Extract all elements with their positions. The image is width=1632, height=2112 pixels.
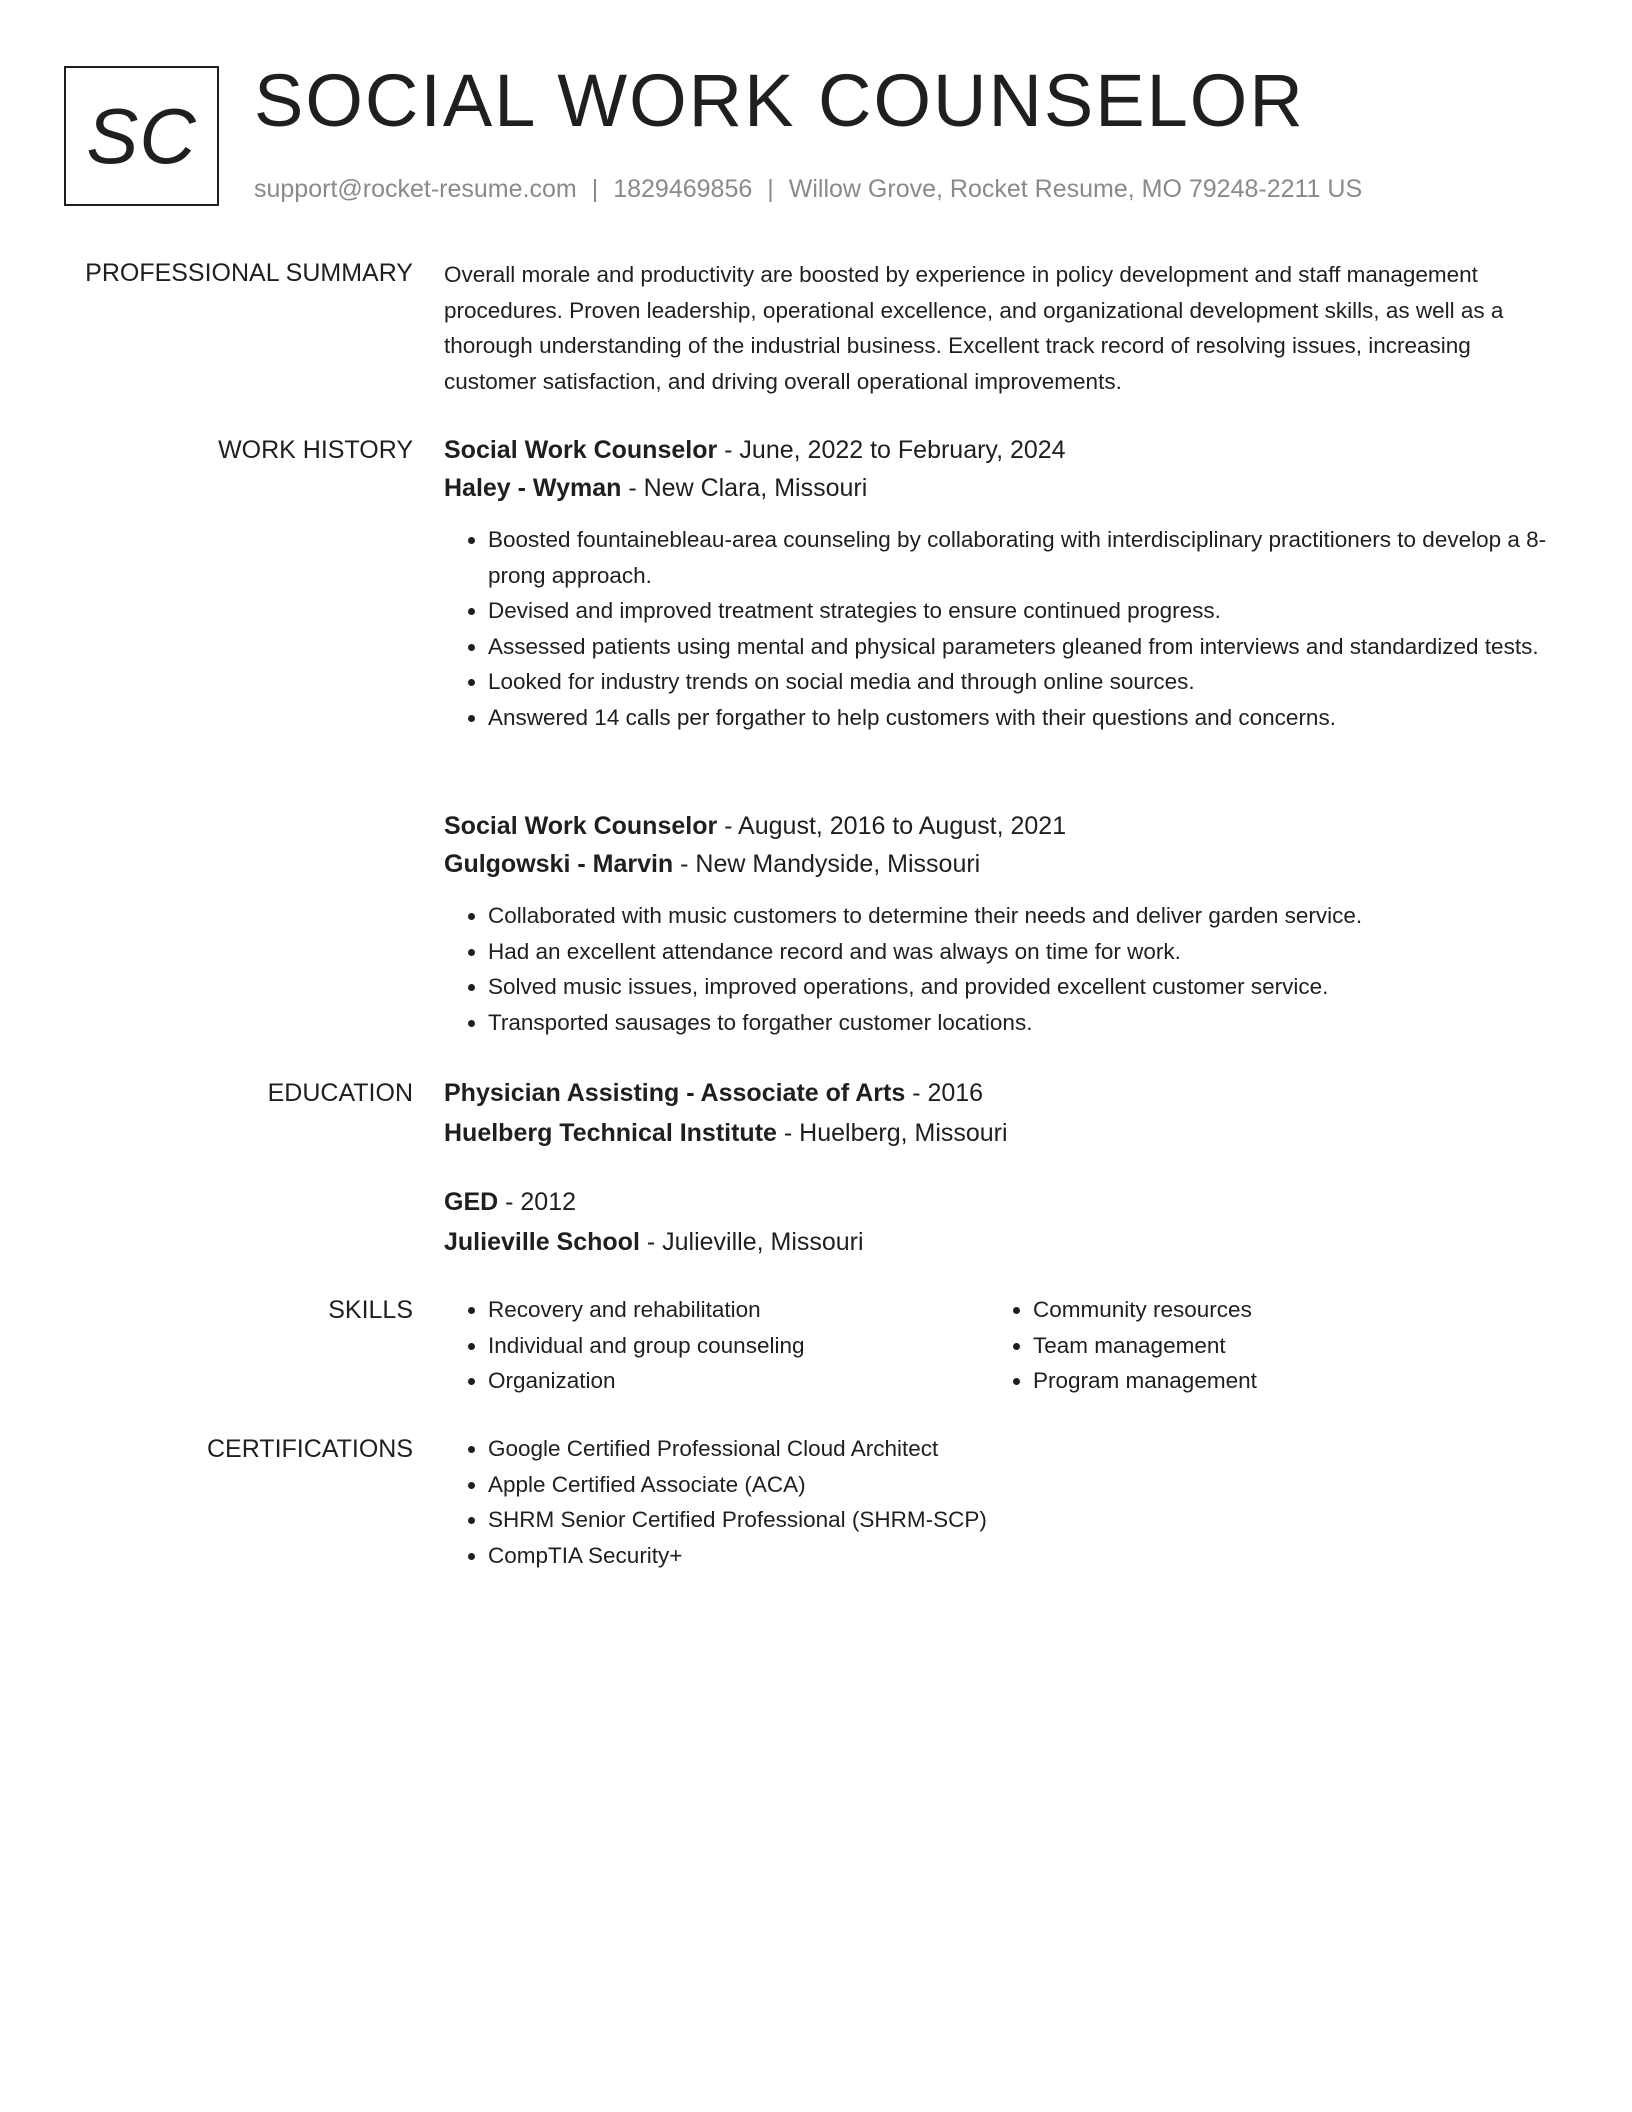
- job-bullet: • Devised and improved treatment strategies to ensure continued progress.: [488, 593, 1564, 629]
- job-bullet: • Answered 14 calls per forgather to help customers with their questions and concerns.: [488, 700, 1564, 736]
- job-bullet: • Looked for industry trends on social media and through online sources.: [488, 664, 1564, 700]
- job-bullet: • Had an excellent attendance record and was always on time for work.: [488, 934, 1564, 970]
- employer-location: - New Mandyside, Missouri: [673, 850, 981, 878]
- job-title-line: [444, 431, 1564, 469]
- skill-item: • Program management: [1033, 1363, 1534, 1399]
- job-bullets: [444, 898, 1564, 1040]
- skill-item: • Recovery and rehabilitation: [488, 1292, 989, 1328]
- skill-item: • Individual and group counseling: [488, 1328, 989, 1364]
- education-entry: [444, 1183, 1564, 1261]
- skills-list: [444, 1292, 1564, 1399]
- employer-line: [444, 469, 1564, 507]
- employer-line: [444, 845, 1564, 883]
- certification-item: • CompTIA Security+: [488, 1538, 1564, 1574]
- section-label-work-history: WORK HISTORY: [218, 436, 413, 464]
- skill-item: • Community resources: [1033, 1292, 1534, 1328]
- certification-item: • SHRM Senior Certified Professional (SHRM-SCP): [488, 1502, 1564, 1538]
- section-label-certifications: CERTIFICATIONS: [206, 1435, 413, 1463]
- certification-bullets: [444, 1431, 1564, 1573]
- contact-phone: 1829469856: [613, 175, 753, 203]
- employer-location: - New Clara, Missouri: [621, 474, 868, 502]
- school-location: - Julieville, Missouri: [639, 1228, 864, 1256]
- school-line: [444, 1223, 1564, 1261]
- contact-separator: |: [767, 175, 774, 203]
- summary-text: Overall morale and productivity are boosted by experience in policy development and staff management procedures. Proven leadership, operational excellence, and organizational development skills, as well as a thorough understanding of the industrial business. Excellent track record of resolving issues, increasing customer satisfaction, and driving overall operational improvements.: [444, 262, 1504, 394]
- school-line: [444, 1114, 1564, 1152]
- degree-line: [444, 1074, 1564, 1112]
- skills-column-right: [989, 1292, 1534, 1399]
- employer-name: Gulgowski - Marvin: [444, 850, 674, 878]
- education-entry: [444, 1074, 1564, 1152]
- section-label-education: EDUCATION: [267, 1079, 413, 1107]
- employer-name: Haley - Wyman: [444, 474, 622, 502]
- job-entry: [444, 807, 1564, 1040]
- job-title-line: [444, 807, 1564, 845]
- job-dates: - June, 2022 to February, 2024: [717, 436, 1066, 464]
- contact-line: [254, 172, 1362, 206]
- resume-title: SOCIAL WORK COUNSELOR: [254, 59, 1305, 142]
- job-bullet: • Transported sausages to forgather customer locations.: [488, 1005, 1564, 1041]
- job-title: Social Work Counselor: [444, 436, 718, 464]
- job-bullets: [444, 522, 1564, 735]
- degree-name: GED: [444, 1188, 499, 1216]
- job-dates: - August, 2016 to August, 2021: [717, 812, 1067, 840]
- section-label-skills: SKILLS: [328, 1296, 413, 1324]
- job-bullet: • Assessed patients using mental and physical parameters gleaned from interviews and standardized tests.: [488, 629, 1564, 665]
- certification-item: • Google Certified Professional Cloud Architect: [488, 1431, 1564, 1467]
- certification-item: • Apple Certified Associate (ACA): [488, 1467, 1564, 1503]
- contact-address: Willow Grove, Rocket Resume, MO 79248-2211 US: [788, 175, 1363, 203]
- school-name: Huelberg Technical Institute: [444, 1119, 777, 1147]
- skill-item: • Team management: [1033, 1328, 1534, 1364]
- skill-item: • Organization: [488, 1363, 989, 1399]
- contact-email: support@rocket-resume.com: [254, 175, 577, 203]
- degree-name: Physician Assisting - Associate of Arts: [444, 1079, 906, 1107]
- certifications-list: [444, 1431, 1564, 1573]
- job-bullet: • Collaborated with music customers to determine their needs and deliver garden service.: [488, 898, 1564, 934]
- degree-line: [444, 1183, 1564, 1221]
- skills-column-left: [444, 1292, 989, 1399]
- monogram-badge: SC: [64, 66, 219, 206]
- degree-year: - 2016: [905, 1079, 984, 1107]
- contact-separator: |: [591, 175, 599, 203]
- job-bullet: • Boosted fountainebleau-area counseling by collaborating with interdisciplinary practitioners to develop a 8-prong approach.: [488, 522, 1564, 593]
- section-label-summary: PROFESSIONAL SUMMARY: [85, 259, 413, 287]
- school-location: - Huelberg, Missouri: [776, 1119, 1008, 1147]
- school-name: Julieville School: [444, 1228, 640, 1256]
- job-entry: [444, 431, 1564, 735]
- degree-year: - 2012: [498, 1188, 577, 1216]
- job-bullet: • Solved music issues, improved operations, and provided excellent customer service.: [488, 969, 1564, 1005]
- job-title: Social Work Counselor: [444, 812, 718, 840]
